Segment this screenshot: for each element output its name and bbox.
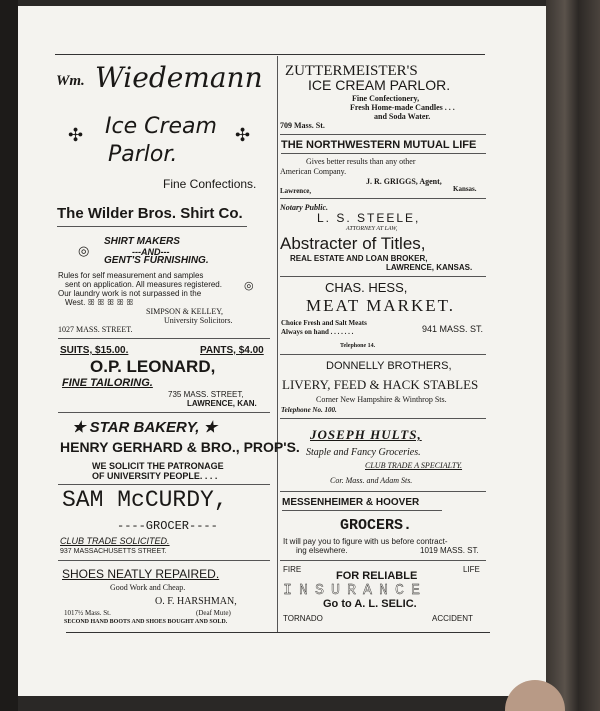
- leonard-city: LAWRENCE, KAN.: [187, 399, 257, 408]
- parlor-line: Parlor.: [108, 142, 178, 167]
- rule: [280, 134, 486, 135]
- target-icon: ◎: [244, 280, 254, 292]
- gents-furnishing: GENT'S FURNISHING.: [104, 255, 209, 266]
- deaf-mute: (Deaf Mute): [196, 609, 231, 617]
- attorney: ATTORNEY AT LAW,: [346, 226, 398, 232]
- rule: [281, 153, 486, 154]
- hess-telephone: Telephone 14.: [340, 343, 376, 349]
- column-separator: [277, 56, 278, 632]
- mess-address: 1019 MASS. ST.: [420, 546, 479, 555]
- zutter-address: 709 Mass. St.: [280, 121, 325, 130]
- nw-state: Kansas.: [453, 185, 477, 193]
- hults-address: Cor. Mass. and Adam Sts.: [330, 476, 413, 485]
- donnelly-telephone: Telephone No. 100.: [281, 406, 337, 414]
- donnelly-title: DONNELLY BROTHERS,: [326, 360, 452, 372]
- wilder-title: The Wilder Bros. Shirt Co.: [57, 205, 243, 222]
- rule: [280, 276, 486, 277]
- nw-agent: J. R. GRIGGS, Agent,: [366, 177, 442, 186]
- zutter-line1: Fine Confectionery,: [352, 94, 420, 103]
- rule: [280, 491, 486, 492]
- rule: [280, 418, 486, 419]
- rules-line3: Our laundry work is not surpassed in the: [58, 289, 202, 298]
- zutter-title: ZUTTERMEISTER'S: [285, 63, 418, 79]
- fire-label: FIRE: [283, 565, 302, 574]
- target-icon: ◎: [78, 243, 90, 258]
- grocers: GROCERS.: [340, 517, 413, 534]
- rules-line4: West. ꕥ ꕥ ꕥ ꕥ ꕥ: [65, 298, 134, 307]
- nw-city: Lawrence,: [280, 187, 312, 195]
- rule: [58, 484, 270, 485]
- fine-confections: Fine Confections.: [163, 177, 257, 191]
- rule: [280, 198, 486, 199]
- choice-meats: Choice Fresh and Salt Meats: [281, 319, 367, 327]
- life-label: LIFE: [463, 565, 480, 574]
- hults-name: JOSEPH HULTS,: [310, 427, 422, 442]
- abstracter: Abstracter of Titles,: [280, 234, 426, 253]
- second-hand: SECOND HAND BOOTS AND SHOES BOUGHT AND SOLD.: [64, 619, 228, 625]
- meat-market: MEAT MARKET.: [306, 296, 455, 315]
- mess-title: MESSENHEIMER & HOOVER: [282, 497, 420, 508]
- and-line: ---AND---: [132, 247, 170, 257]
- nw-title: THE NORTHWESTERN MUTUAL LIFE: [281, 139, 477, 151]
- real-estate: REAL ESTATE AND LOAN BROKER,: [290, 254, 428, 263]
- pants-price: PANTS, $4.00: [200, 345, 264, 356]
- univ-solicitors: University Solicitors.: [164, 316, 233, 325]
- shirt-makers: SHIRT MAKERS: [104, 236, 180, 247]
- ornament-icon: ✣: [68, 125, 84, 145]
- bottom-rule: [66, 632, 490, 633]
- shoes-sub: Good Work and Cheap.: [110, 583, 186, 592]
- staple-fancy: Staple and Fancy Groceries.: [306, 447, 421, 458]
- always-hand: Always on hand . . . . . . .: [281, 328, 354, 336]
- for-reliable: FOR RELIABLE: [336, 570, 418, 582]
- zutter-sub: ICE CREAM PARLOR.: [308, 77, 451, 93]
- ornament-icon: ✣: [235, 125, 251, 145]
- mess-line1: It will pay you to figure with us before contract-: [283, 537, 448, 546]
- wiedemann-name: Wiedemann: [95, 61, 263, 94]
- book-spine: [546, 0, 600, 711]
- go-to-selic: Go to A. L. SELIC.: [323, 598, 417, 610]
- rule: [280, 560, 486, 561]
- livery-line: LIVERY, FEED & HACK STABLES: [282, 377, 479, 392]
- solicit-line2: OF UNIVERSITY PEOPLE. . . .: [92, 471, 218, 481]
- insurance: INSURANCE: [283, 582, 428, 599]
- simpson-kelley: SIMPSON & KELLEY,: [146, 307, 223, 316]
- donnelly-corner: Corner New Hampshire & Winthrop Sts.: [316, 395, 447, 404]
- rule: [58, 338, 270, 339]
- top-rule: [55, 54, 485, 55]
- mccurdy-name: SAM McCURDY,: [62, 487, 228, 513]
- accident-label: ACCIDENT: [432, 614, 473, 623]
- club-specialty: CLUB TRADE A SPECIALTY.: [365, 461, 463, 470]
- left-edge: [0, 0, 18, 711]
- rule: [280, 354, 486, 355]
- mccurdy-address: 937 MASSACHUSETTS STREET.: [60, 548, 167, 555]
- rule: [57, 226, 247, 227]
- rules-line1: Rules for self measurement and samples: [58, 271, 204, 280]
- steele-name: L. S. STEELE,: [317, 211, 421, 225]
- nw-line1: Gives better results than any other: [306, 157, 416, 166]
- wilder-address: 1027 MASS. STREET.: [58, 325, 133, 334]
- leonard-street: 735 MASS. STREET,: [168, 390, 244, 399]
- rules-line2: sent on application. All measures registered.: [65, 280, 222, 289]
- club-trade: CLUB TRADE SOLICITED.: [60, 536, 170, 546]
- mess-line2: ing elsewhere.: [296, 546, 348, 555]
- harshman-address: 1017½ Mass. St.: [64, 609, 111, 617]
- grocer-line: ----GROCER----: [117, 519, 218, 533]
- wm-label: Wm.: [56, 73, 85, 89]
- star-title: ★ STAR BAKERY, ★: [72, 419, 217, 436]
- steele-city: LAWRENCE, KANSAS.: [386, 263, 473, 272]
- notary: Notary Public.: [280, 203, 328, 212]
- hess-name: CHAS. HESS,: [325, 280, 408, 295]
- leonard-name: O.P. LEONARD,: [90, 357, 216, 376]
- shoes-title: SHOES NEATLY REPAIRED.: [62, 567, 220, 581]
- suits-price: SUITS, $15.00.: [60, 345, 129, 356]
- icecream-line: Ice Cream: [105, 114, 217, 139]
- fine-tailoring: FINE TAILORING.: [62, 377, 153, 389]
- harshman-name: O. F. HARSHMAN,: [155, 596, 237, 607]
- rule: [282, 510, 442, 511]
- tornado-label: TORNADO: [283, 614, 323, 623]
- zutter-line3: and Soda Water.: [374, 112, 431, 121]
- rule: [58, 412, 270, 413]
- zutter-line2: Fresh Home-made Candles . . .: [350, 103, 455, 112]
- gerhard-line: HENRY GERHARD & BRO., PROP'S.: [60, 439, 300, 455]
- rule: [58, 560, 270, 561]
- solicit-line1: WE SOLICIT THE PATRONAGE: [92, 461, 224, 471]
- hess-address: 941 MASS. ST.: [422, 324, 484, 334]
- nw-line2: American Company.: [280, 167, 347, 176]
